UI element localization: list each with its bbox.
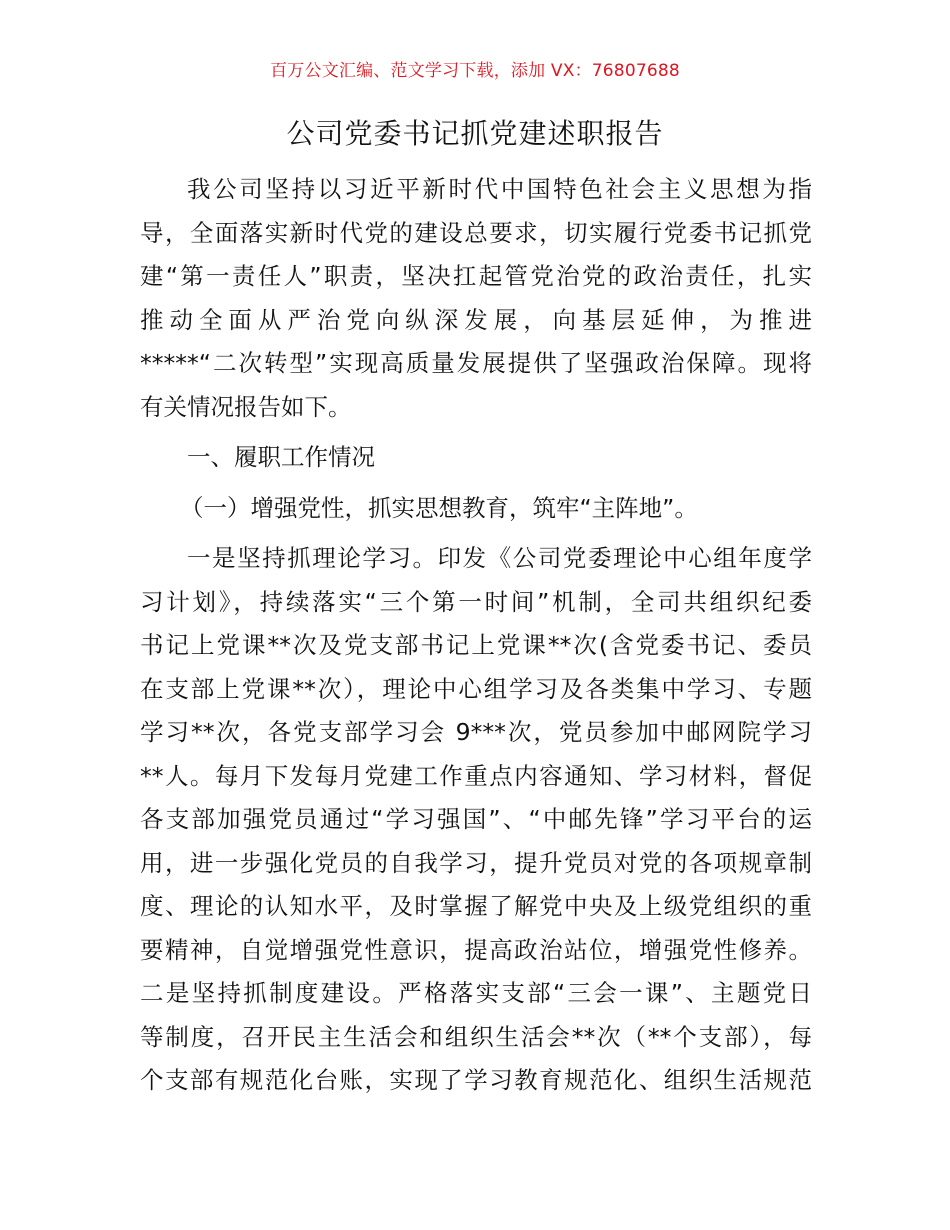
text-line: **人。每月下发每月党建工作重点内容通知、学习材料，督促: [140, 761, 812, 790]
body-paragraph: [140, 537, 812, 1103]
text-line: *****“二次转型”实现高质量发展提供了坚强政治保障。现将: [140, 349, 812, 377]
text-line: 要精神，自觉增强党性意识，提高政治站位，增强党性修养。: [140, 935, 812, 964]
text-line: 推动全面从严治党向纵深发展，向基层延伸，为推进: [140, 305, 812, 334]
text-line: 个支部有规范化台账，实现了学习教育规范化、组织生活规范: [140, 1066, 812, 1094]
text-line: 习计划》，持续落实“三个第一时间”机制，全司共组织纪委: [140, 587, 812, 616]
text-line: 用，进一步强化党员的自我学习，提升党员对党的各项规章制: [140, 848, 812, 877]
text-line: 有关情况报告如下。: [140, 392, 352, 421]
intro-paragraph: [140, 168, 812, 429]
text-line: 导，全面落实新时代党的建设总要求，切实履行党委书记抓党: [140, 218, 812, 247]
text-line: 各支部加强党员通过“学习强国”、“中邮先锋”学习平台的运: [140, 805, 812, 833]
subsection-heading: （一）增强党性，抓实思想教育，筑牢“主阵地”。: [180, 493, 698, 522]
text-line: 我公司坚持以习近平新时代中国特色社会主义思想为指: [187, 175, 812, 203]
text-line: 一是坚持抓理论学习。印发《公司党委理论中心组年度学: [187, 544, 812, 572]
text-line: 书记上党课**次及党支部书记上党课**次(含党委书记、委员: [140, 631, 812, 659]
text-line: 建“第一责任人”职责，坚决扛起管党治党的政治责任，扎实: [140, 262, 812, 290]
text-line: 在支部上党课**次），理论中心组学习及各类集中学习、专题: [140, 674, 812, 703]
text-line: 等制度，召开民主生活会和组织生活会**次（**个支部），每: [140, 1022, 812, 1051]
document-body: [140, 168, 812, 1103]
text-line: 学习**次，各党支部学习会 9***次，党员参加中邮网院学习: [140, 718, 812, 746]
text-line: 二是坚持抓制度建设。严格落实支部“三会一课”、主题党日: [140, 979, 812, 1007]
document-title: 公司党委书记抓党建述职报告: [286, 117, 664, 150]
text-line: 度、理论的认知水平，及时掌握了解党中央及上级党组织的重: [140, 892, 812, 920]
section-heading: 一、履职工作情况: [187, 443, 375, 471]
watermark-banner: 百万公文汇编、范文学习下载，添加 VX：76807688: [270, 61, 680, 81]
